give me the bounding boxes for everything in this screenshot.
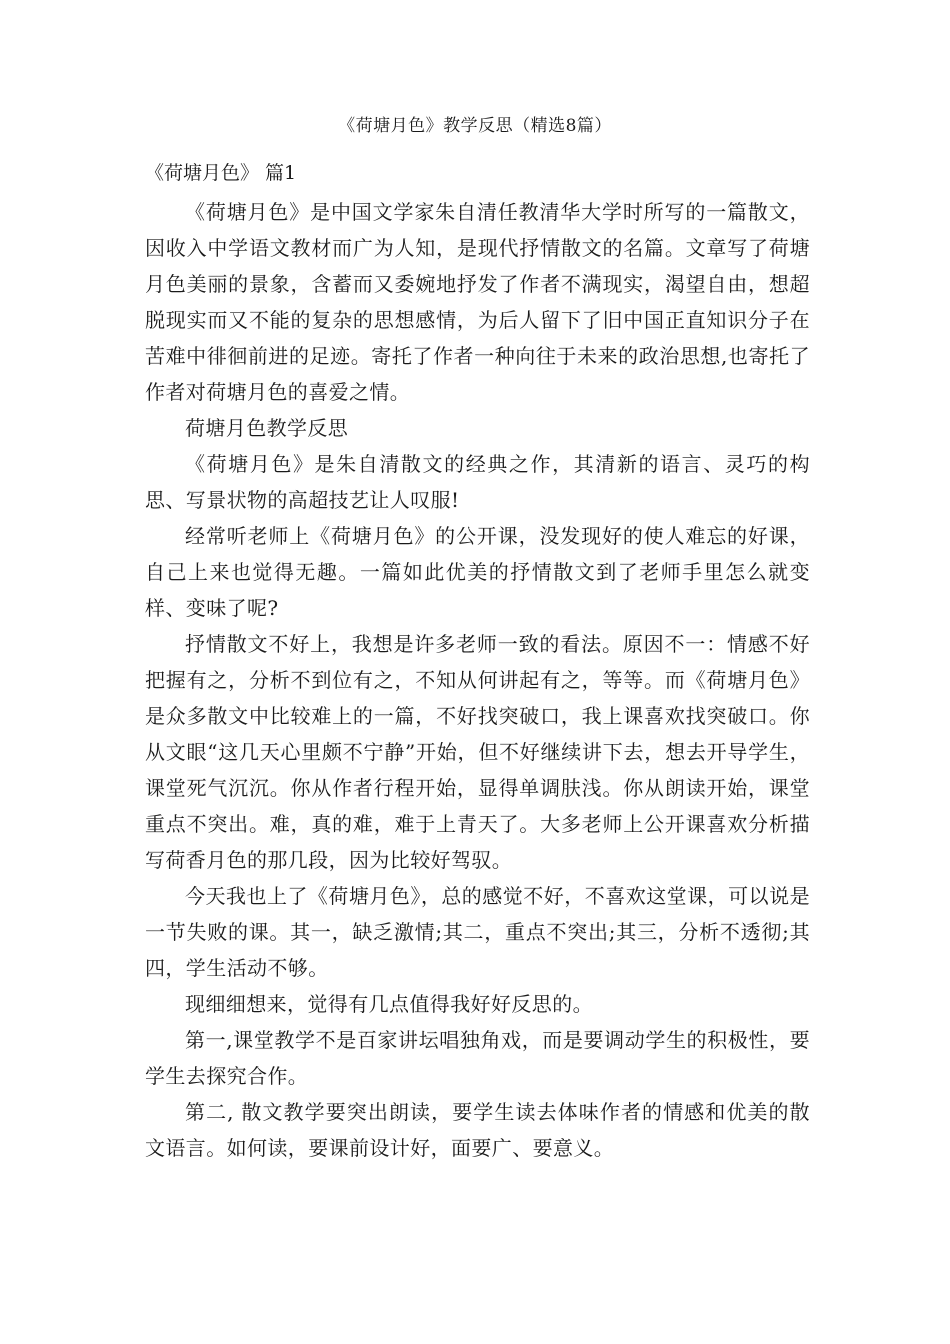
section-heading: 《荷塘月色》 篇1 [145,162,297,184]
document-title: 《荷塘月色》教学反思（精选8篇） [338,116,612,136]
paragraph-point-one: 第一,课堂教学不是百家讲坛唱独角戏，而是要调动学生的积极性，要学生去探究合作。 [145,1028,810,1088]
paragraph-classic: 《荷塘月色》是朱自清散文的经典之作，其清新的语言、灵巧的构思、写景状物的高超技艺让人叹服! [145,452,810,512]
paragraph-subheading: 荷塘月色教学反思 [185,416,349,440]
paragraph-difficulty: 抒情散文不好上，我想是许多老师一致的看法。原因不一：情感不好把握有之，分析不到位有之，不知从何讲起有之，等等。而《荷塘月色》是众多散文中比较难上的一篇，不好找突破口，我上课喜欢找突破口。你从文眼“这几天心里颇不宁静”开始，但不好继续讲下去，想去开导学生，课堂死气沉沉。你从作者行程开始，显得单调肤浅。你从朗读开始，课堂重点不突出。难，真的难，难于上青天了。大多老师上公开课喜欢分析描写荷香月色的那几段，因为比较好驾驭。 [145,632,810,872]
paragraph-today: 今天我也上了《荷塘月色》，总的感觉不好，不喜欢这堂课，可以说是一节失败的课。其一，缺乏激情;其二，重点不突出;其三，分析不透彻;其四，学生活动不够。 [145,884,810,980]
paragraph-reflection: 现细细想来，觉得有几点值得我好好反思的。 [185,992,593,1016]
paragraph-point-two: 第二, 散文教学要突出朗读，要学生读去体味作者的情感和优美的散文语言。如何读，要课前设计好，面要广、要意义。 [145,1100,810,1160]
paragraph-intro: 《荷塘月色》是中国文学家朱自清任教清华大学时所写的一篇散文，因收入中学语文教材而广为人知，是现代抒情散文的名篇。文章写了荷塘月色美丽的景象，含蓄而又委婉地抒发了作者不满现实，渴望自由，想超脱现实而又不能的复杂的思想感情，为后人留下了旧中国正直知识分子在苦难中徘徊前进的足迹。寄托了作者一种向往于未来的政治思想,也寄托了作者对荷塘月色的喜爱之情。 [145,200,810,404]
paragraph-open-class: 经常听老师上《荷塘月色》的公开课，没发现好的使人难忘的好课，自己上来也觉得无趣。一篇如此优美的抒情散文到了老师手里怎么就变样、变味了呢? [145,524,810,620]
document-body [145,194,810,1166]
